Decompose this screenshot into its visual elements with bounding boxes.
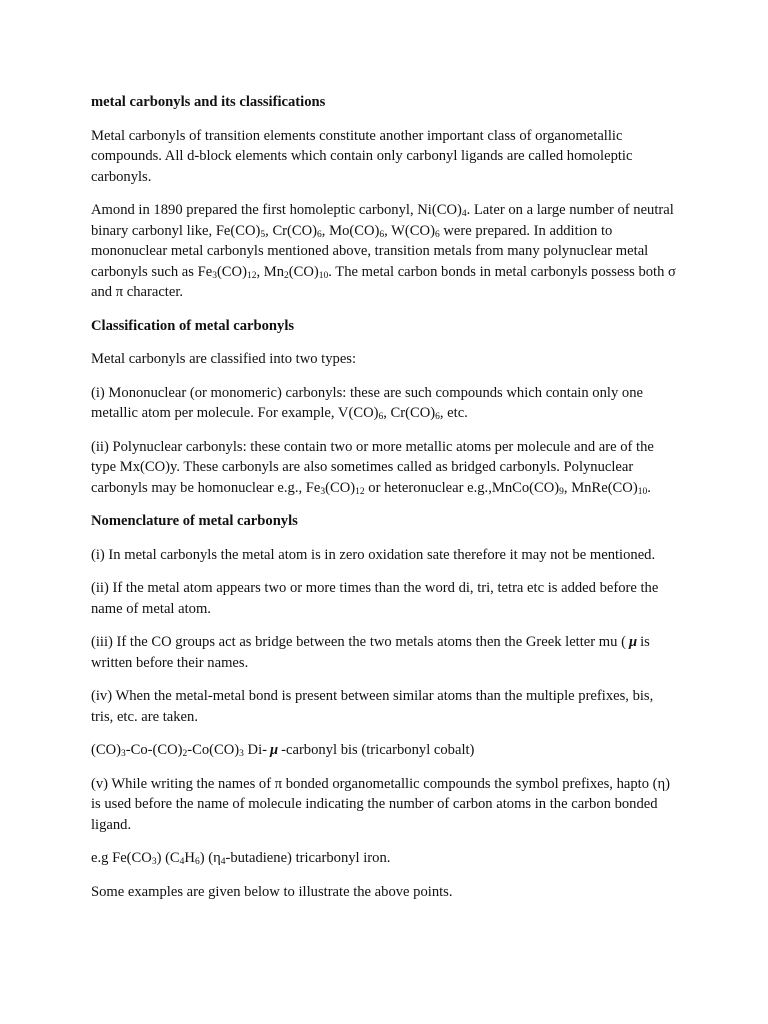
nomenclature-rule-2: (ii) If the metal atom appears two or more times than the word di, tri, tetra etc is added before the name of metal atom. (91, 580, 659, 617)
text-run: . Later on a large number of neutral binary carbonyl like, Fe(CO) (91, 202, 674, 239)
mu-symbol: μ (270, 742, 279, 758)
subscript: 2 (284, 270, 289, 281)
subscript: 3 (320, 486, 326, 497)
text-run: Amond in 1890 prepared the first homoleptic carbonyl, Ni(CO) (91, 202, 462, 218)
text-run: H (184, 850, 195, 866)
nomenclature-example-1 (91, 740, 679, 761)
subscript: 10 (318, 270, 329, 281)
document-title: metal carbonyls and its classifications (91, 94, 326, 110)
text-run: (CO) (216, 263, 247, 280)
text-run: , etc. (439, 405, 468, 421)
text-run: -Co-(CO) (125, 742, 183, 758)
nomenclature-rule-1: (i) In metal carbonyls the metal atom is in zero oxidation sate therefore it may not be mentioned. (91, 546, 656, 563)
text-run: -carbonyl bis (tricarbonyl cobalt) (281, 742, 475, 758)
subscript: 5 (260, 229, 266, 240)
text-run: , Cr(CO) (265, 222, 318, 239)
subscript: 3 (121, 749, 126, 759)
text-run: , Mn (256, 263, 285, 280)
text-run: e.g Fe(CO (91, 850, 152, 866)
text-run: ) (η (199, 850, 221, 866)
text-run: ) (C (156, 850, 180, 866)
subscript: 2 (182, 749, 188, 759)
subscript: 6 (435, 412, 440, 422)
subscript: 6 (317, 229, 322, 240)
intro-paragraph: Metal carbonyls of transition elements constitute another important class of organometallic compounds. All d-block elements which contain only carbonyl ligands are called homoleptic carbonyls. (91, 127, 633, 185)
text-run: were prepared. In addition to mononuclear metal carbonyls mentioned above, transition metals from many polynuclear metal carbonyls such as Fe (91, 222, 649, 280)
mononuclear-paragraph (91, 383, 679, 424)
text-run: . (647, 479, 651, 496)
text-run: or heteronuclear e.g.,MnCo(CO) (364, 479, 560, 496)
text-run: (i) Mononuclear (or monomeric) carbonyls: these are such compounds which contain only one metallic atom per molecule. For example, V(CO) (91, 384, 643, 421)
nomenclature-rule-4: (iv) When the metal-metal bond is present between similar atoms than the multiple prefixes, bis, tris, etc. are taken. (91, 688, 654, 725)
subscript: 6 (194, 857, 200, 867)
polynuclear-paragraph (91, 437, 679, 499)
text-run: -butadiene) tricarbonyl iron. (225, 850, 391, 866)
text-run: (ii) Polynuclear carbonyls: these contain two or more metallic atoms per molecule and are of the type Mx(CO)y. These carbonyls are also sometimes called as bridged carbonyls. Polynuclear carbonyls may be homonuclear e.g., Fe (91, 438, 654, 496)
text-run: -Co(CO) (187, 742, 240, 758)
subscript: 3 (212, 270, 217, 281)
text-run: , MnRe(CO) (563, 479, 638, 496)
classification-heading: Classification of metal carbonyls (91, 317, 295, 334)
text-run: (iii) If the CO groups act as bridge between the two metals atoms then the Greek letter mu ( (91, 634, 626, 650)
text-run: (CO) (325, 479, 356, 496)
subscript: 3 (239, 749, 244, 759)
nomenclature-example-2 (91, 848, 679, 869)
document-body (91, 92, 679, 915)
subscript: 12 (355, 486, 365, 497)
mu-symbol: μ (628, 634, 638, 650)
subscript: 6 (378, 412, 384, 422)
text-run: , Cr(CO) (383, 405, 436, 421)
text-run: (CO) (91, 742, 121, 758)
text-run: is written before their names. (91, 634, 650, 671)
nomenclature-rule-5: (v) While writing the names of π bonded organometallic compounds the symbol prefixes, hapto (η) is used before the name of molecule indicating the number of carbon atoms in the carbon bonded ligand. (91, 775, 671, 833)
subscript: 4 (461, 209, 467, 219)
closing-paragraph: Some examples are given below to illustrate the above points. (91, 883, 453, 900)
text-run: (CO) (288, 263, 319, 280)
subscript: 4 (179, 857, 185, 867)
subscript: 4 (220, 857, 226, 867)
subscript: 3 (151, 857, 157, 867)
history-paragraph (91, 200, 679, 303)
text-run: . The metal carbon bonds in metal carbonyls possess both σ and π character. (91, 263, 676, 300)
classification-intro: Metal carbonyls are classified into two types: (91, 351, 357, 367)
text-run: , W(CO) (384, 222, 435, 239)
nomenclature-rule-3 (91, 632, 679, 673)
subscript: 6 (434, 229, 440, 240)
subscript: 9 (559, 486, 564, 497)
text-run: , Mo(CO) (321, 222, 380, 239)
subscript: 10 (637, 486, 648, 497)
nomenclature-heading: Nomenclature of metal carbonyls (91, 513, 298, 529)
text-run: Di- (243, 742, 267, 758)
subscript: 6 (379, 229, 385, 240)
subscript: 12 (246, 270, 257, 281)
